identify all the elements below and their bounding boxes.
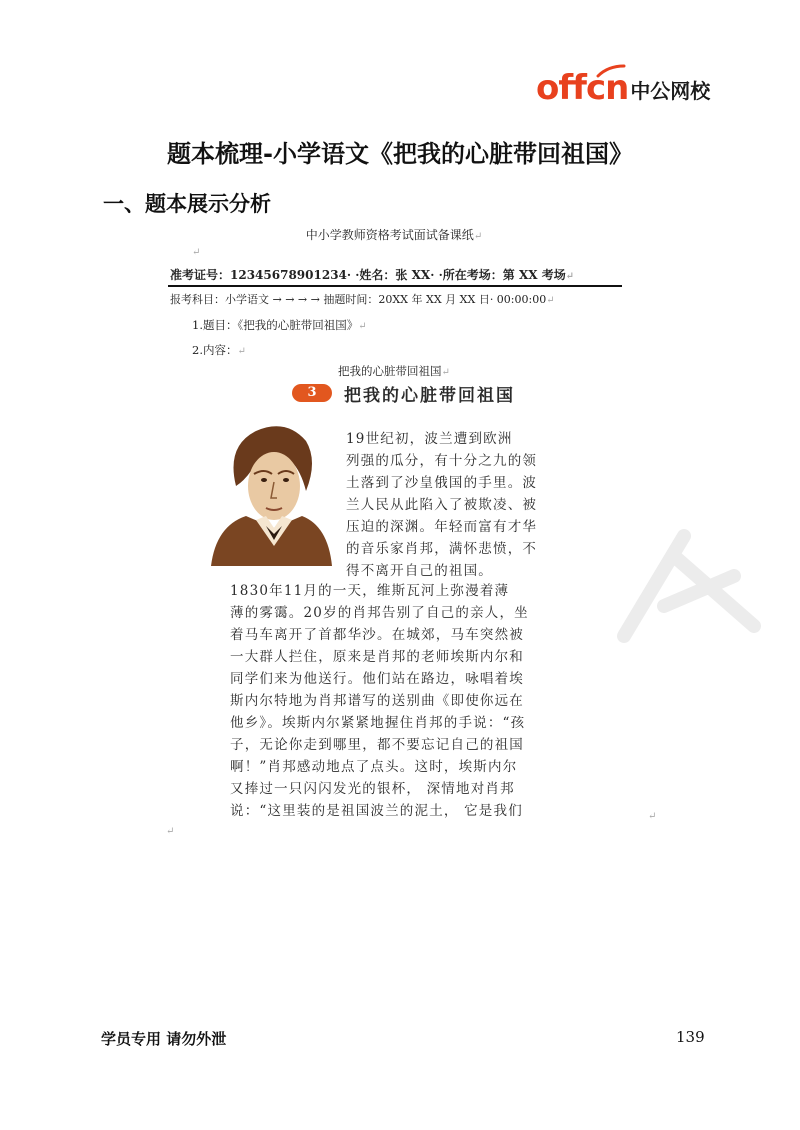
lesson-heading: 把我的心脏带回祖国 [344,386,515,406]
logo-swoosh-icon [596,64,626,78]
lesson-paragraph-1: 19世纪初，波兰遭到欧洲 列强的瓜分，有十分之九的领 土落到了沙皇俄国的手里。波 兰人民从此陷入了被欺凌、被 压迫的深渊。年轻而富有才华 的音乐家肖邦，满怀悲愤，不 得不离开自己的祖国。 [346,431,538,579]
lesson-number-badge: 3 [292,384,332,402]
paragraph-mark: ↵ [166,826,175,837]
section-heading: 一、题本展示分析 [103,192,271,216]
divider-line [168,285,622,287]
footer-notice: 学员专用 请勿外泄 [101,1030,227,1048]
brand-logo [536,66,710,106]
candidate-info-line: 准考证号：12345678901234· ·姓名：张 XX· ·所在考场：第 XX 考场↵ [170,268,575,282]
page-number: 139 [676,1028,705,1046]
watermark-graphic [604,516,764,656]
exam-paper-image [164,216,664,836]
paragraph-mark: ↵ [648,811,657,822]
question-content-item: 2.内容：↵ [192,343,246,357]
paragraph-mark: ↵ [192,247,201,258]
question-title-item: 1.题目：《把我的心脏带回祖国》↵ [192,318,367,332]
logo-wordmark: offcn [536,68,629,108]
paper-title: 中小学教师资格考试面试备课纸↵ [305,228,483,242]
subject-line: 报考科目：小学语文 → → → → 抽题时间：20XX 年 XX 月 XX 日· 00:00:00↵ [170,293,555,306]
chopin-portrait-image [206,416,334,566]
logo-chinese-name: 中公网校 [630,79,711,103]
lesson-paragraph-2: 1830年11月的一天，维斯瓦河上弥漫着薄 薄的雾霭。20岁的肖邦告别了自己的亲人，坐 着马车离开了首都华沙。在城郊，马车突然被 一大群人拦住，原来是肖邦的老师埃斯内尔和 同学们来为他送行。他们站在路边，咏唱着埃 斯内尔特地为肖邦谱写的送别曲《即使你远在 他乡》。埃斯内尔紧紧地握住肖邦的手说：“孩 子，无论你走到哪里，都不要忘记自己的祖国 啊！”肖邦感动地点了点头。这时，埃斯内尔 又捧过一只闪闪发光的银杯， 深情地对肖邦 说：“这里装的是祖国波兰的泥土， 它是我们 [230,583,529,819]
lesson-label: 把我的心脏带回祖国↵ [338,364,450,378]
page-title: 题本梳理-小学语文《把我的心脏带回祖国》 [167,140,633,168]
